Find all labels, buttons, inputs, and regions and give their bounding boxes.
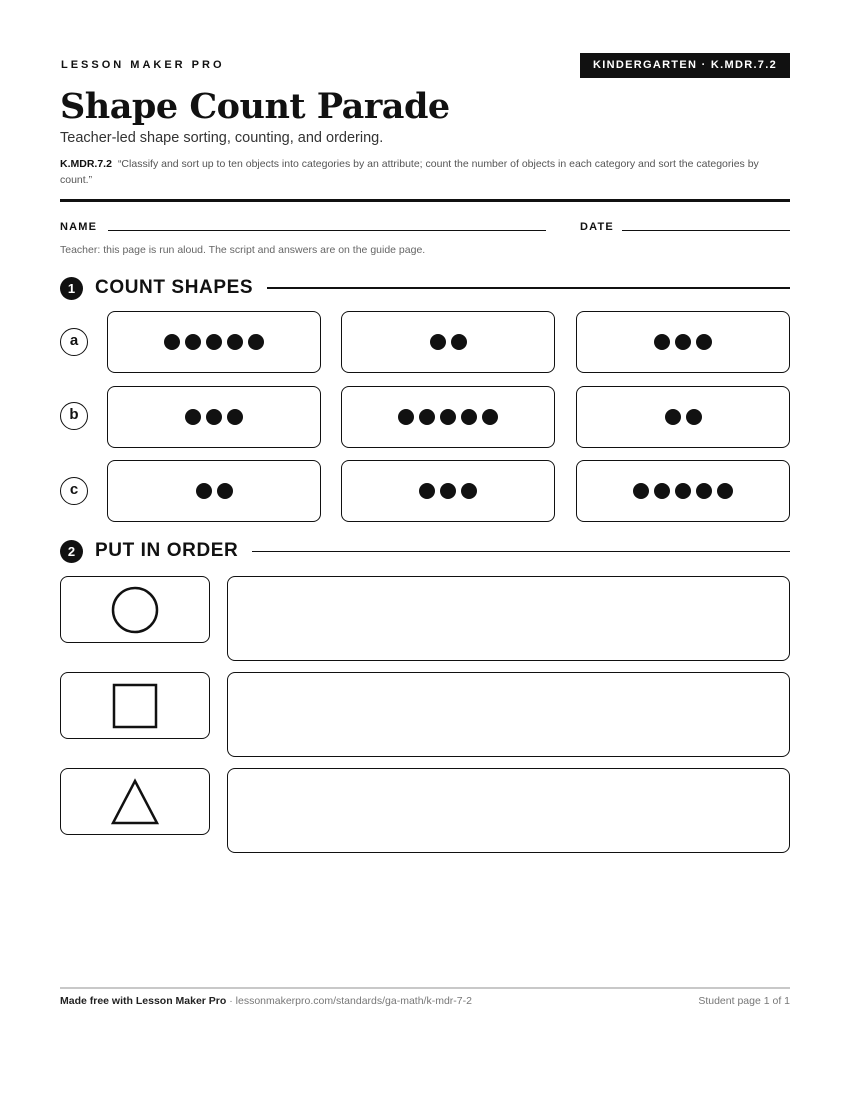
count-box[interactable]: [107, 460, 321, 522]
header-divider: [60, 199, 790, 202]
count-box[interactable]: [576, 311, 790, 373]
count-dot: [696, 483, 712, 499]
count-dot: [217, 483, 233, 499]
count-dot: [654, 334, 670, 350]
count-dot: [419, 483, 435, 499]
count-dot: [227, 409, 243, 425]
section-rule: [267, 287, 790, 289]
section-title: COUNT SHAPES: [95, 277, 254, 298]
page-subtitle: Teacher-led shape sorting, counting, and ordering.: [60, 130, 384, 146]
section-title: PUT IN ORDER: [95, 540, 239, 561]
count-box[interactable]: [341, 311, 555, 373]
count-dot: [164, 334, 180, 350]
row-letter-b: b: [60, 402, 88, 430]
grade-badge: KINDERGARTEN · K.MDR.7.2: [580, 53, 790, 78]
order-answer-box[interactable]: [227, 672, 790, 757]
section-rule: [252, 551, 790, 552]
section-number: 2: [60, 540, 83, 563]
count-box[interactable]: [341, 386, 555, 448]
count-dot: [665, 409, 681, 425]
triangle-icon: [109, 777, 161, 827]
row-letter-c: c: [60, 477, 88, 505]
count-dot: [482, 409, 498, 425]
count-dot: [196, 483, 212, 499]
teacher-note: Teacher: this page is run aloud. The script and answers are on the guide page.: [60, 244, 426, 256]
name-field[interactable]: [108, 230, 546, 231]
count-box[interactable]: [576, 460, 790, 522]
brand-name: LESSON MAKER PRO: [61, 59, 225, 71]
count-dot: [461, 409, 477, 425]
count-dot: [419, 409, 435, 425]
section-count-shapes-header: [60, 276, 790, 300]
footer-credit: [60, 995, 472, 1007]
count-box[interactable]: [107, 311, 321, 373]
standard-statement: [60, 156, 780, 188]
count-dot: [717, 483, 733, 499]
count-dot: [440, 483, 456, 499]
count-dot: [440, 409, 456, 425]
count-dot: [686, 409, 702, 425]
section-number: 1: [60, 277, 83, 300]
count-dot: [461, 483, 477, 499]
name-label: NAME: [60, 221, 98, 233]
footer-link[interactable]: · lessonmakerpro.com/standards/ga-math/k-mdr-7-2: [226, 995, 472, 1007]
order-answer-box[interactable]: [227, 576, 790, 661]
shape-card-square[interactable]: [60, 672, 210, 739]
footer-page-number: Student page 1 of 1: [698, 995, 790, 1007]
count-dot: [398, 409, 414, 425]
count-dot: [430, 334, 446, 350]
count-dot: [227, 334, 243, 350]
count-box[interactable]: [341, 460, 555, 522]
square-icon: [110, 681, 160, 731]
count-dot: [206, 334, 222, 350]
circle-icon: [110, 585, 160, 635]
order-answer-box[interactable]: [227, 768, 790, 853]
date-field[interactable]: [622, 230, 790, 231]
count-dot: [248, 334, 264, 350]
count-dot: [185, 334, 201, 350]
count-dot: [696, 334, 712, 350]
page-title: Shape Count Parade: [60, 86, 450, 127]
count-dot: [675, 483, 691, 499]
count-box[interactable]: [576, 386, 790, 448]
count-dot: [451, 334, 467, 350]
date-label: DATE: [580, 221, 614, 233]
row-letter-a: a: [60, 328, 88, 356]
footer-divider: [60, 987, 790, 989]
shape-card-triangle[interactable]: [60, 768, 210, 835]
count-dot: [185, 409, 201, 425]
count-dot: [206, 409, 222, 425]
count-dot: [633, 483, 649, 499]
section-put-in-order-header: [60, 539, 790, 563]
count-box[interactable]: [107, 386, 321, 448]
standard-code: K.MDR.7.2: [60, 158, 112, 170]
shape-card-circle[interactable]: [60, 576, 210, 643]
footer-made: Made free with Lesson Maker Pro: [60, 995, 227, 1007]
count-dot: [654, 483, 670, 499]
count-dot: [675, 334, 691, 350]
standard-text: “Classify and sort up to ten objects into categories by an attribute; count the number of objects in each category and sort the categories by count.”: [60, 158, 759, 186]
